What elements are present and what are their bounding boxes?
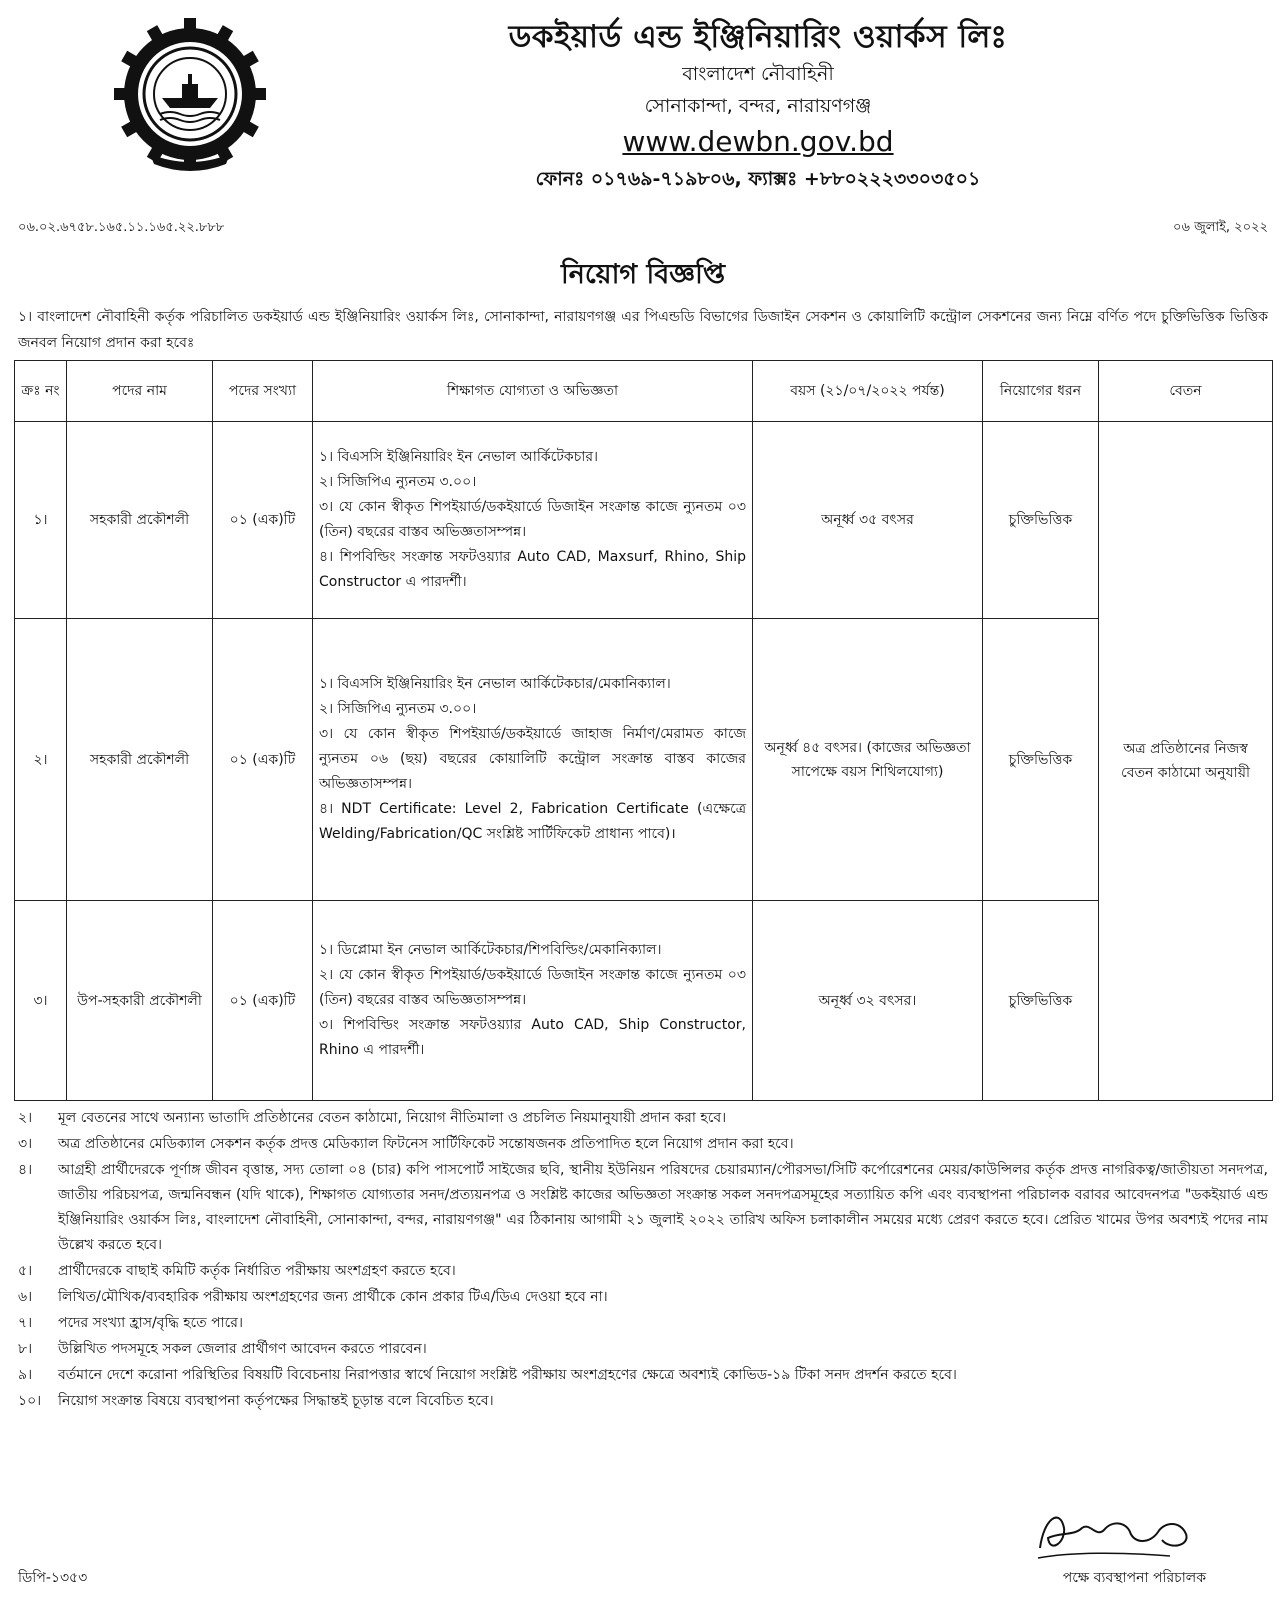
header-text — [248, 16, 1268, 196]
header-type: নিয়োগের ধরন — [983, 361, 1099, 422]
note-number: ৩। — [18, 1136, 33, 1152]
qualification-item: ২। সিজিপিএ ন্যুনতম ৩.০০। — [319, 474, 477, 490]
row-age: অনূর্ধ্ব ৩৫ বৎসর — [753, 422, 983, 619]
qualification-item: ৩। শিপবিল্ডিং সংক্রান্ত সফটওয়্যার Auto CAD, Ship Constructor, Rhino এ পারদর্শী। — [319, 1017, 746, 1058]
reference-row — [18, 218, 1268, 239]
note-number: ৬। — [18, 1289, 33, 1305]
table-header-row — [15, 361, 1273, 422]
note-number: ৪। — [18, 1162, 33, 1178]
note-number: ৭। — [18, 1315, 33, 1331]
row-qualification — [313, 619, 753, 901]
note-text: বর্তমানে দেশে করোনা পরিস্থিতির বিষয়টি বিবেচনায় নিরাপত্তার স্বার্থে নিয়োগ সংশ্লিষ্ট পরীক্ষায় অংশগ্রহণের ক্ষেত্রে অবশ্যই কোভিড-১৯ টিকা সনদ প্রদর্শন করতে হবে। — [58, 1367, 957, 1383]
row-post: সহকারী প্রকৌশলী — [67, 422, 213, 619]
note-text: লিখিত/মৌখিক/ব্যবহারিক পরীক্ষায় অংশগ্রহণের জন্য প্রার্থীকে কোন প্রকার টিএ/ডিএ দেওয়া হবে না। — [58, 1289, 608, 1305]
row-post: সহকারী প্রকৌশলী — [67, 619, 213, 901]
list-item — [18, 1389, 1268, 1414]
note-number: ১০। — [18, 1393, 42, 1409]
note-number: ২। — [18, 1110, 33, 1126]
salary-cell: অত্র প্রতিষ্ঠানের নিজস্ব বেতন কাঠামো অনুযায়ী — [1099, 422, 1273, 1101]
row-qualification — [313, 422, 753, 619]
memo-number: ০৬.০২.৬৭৫৮.১৬৫.১১.১৬৫.২২.৮৮৮ — [18, 220, 225, 235]
note-number: ৯। — [18, 1367, 33, 1383]
dockyard-logo-icon — [110, 14, 270, 174]
table-row — [15, 422, 1273, 619]
list-item — [18, 1311, 1268, 1336]
notes-list — [18, 1106, 1268, 1415]
note-text: উল্লিখিত পদসমূহে সকল জেলার প্রার্থীগণ আবেদন করতে পারবেন। — [58, 1341, 427, 1357]
note-number: ৫। — [18, 1263, 33, 1279]
row-sl: ১। — [15, 422, 67, 619]
note-text: মূল বেতনের সাথে অন্যান্য ভাতাদি প্রতিষ্ঠানের বেতন কাঠামো, নিয়োগ নীতিমালা ও প্রচলিত নিয়মানুযায়ী প্রদান করা হবে। — [58, 1110, 727, 1126]
footer-code: ডিপি-১৩৫৩ — [18, 1570, 88, 1586]
note-text: আগ্রহী প্রার্থীদেরকে পূর্ণাঙ্গ জীবন বৃত্তান্ত, সদ্য তোলা ০৪ (চার) কপি পাসপোর্ট সাইজের ছবি, স্থানীয় ইউনিয়ন পরিষদের চেয়ারম্যান/পৌরসভা/সিটি কর্পোরেশনের মেয়র/কাউন্সিলর কর্তৃক প্রদত্ত নাগরিকত্ব/জাতীয়তা সনদপত্র, জাতীয় পরিচয়পত্র, জন্মনিবন্ধন (যদি থাকে), শিক্ষাগত যোগ্যতার সনদ/প্রত্যয়নপত্র ও সংশ্লিষ্ট কাজের অভিজ্ঞতা সংক্রান্ত সকল সনদপত্রসমূহের সত্যায়িত কপি এবং ব্যবস্থাপনা পরিচালক বরাবর আবেদনপত্র "ডকইয়ার্ড এন্ড ইঞ্জিনিয়ারিং ওয়ার্কস লিঃ, বাংলাদেশ নৌবাহিনী, সোনাকান্দা, বন্দর, নারায়ণগঞ্জ" এর ঠিকানায় আগামী ২১ জুলাই ২০২২ তারিখ অফিস চলাকালীন সময়ের মধ্যে প্রেরণ করতে হবে। প্রেরিত খামের উপর অবশ্যই পদের নাম উল্লেখ করতে হবে। — [58, 1162, 1268, 1253]
list-item — [18, 1259, 1268, 1284]
row-qualification — [313, 901, 753, 1101]
note-text: পদের সংখ্যা হ্রাস/বৃদ্ধি হতে পারে। — [58, 1315, 244, 1331]
table-row — [15, 901, 1273, 1101]
list-item — [18, 1158, 1268, 1258]
list-item — [18, 1132, 1268, 1157]
note-text: নিয়োগ সংক্রান্ত বিষয়ে ব্যবস্থাপনা কর্তৃপক্ষের সিদ্ধান্তই চূড়ান্ত বলে বিবেচিত হবে। — [58, 1393, 494, 1409]
signature-icon — [1030, 1498, 1200, 1568]
list-item — [18, 1363, 1268, 1388]
qualification-item: ৩। যে কোন স্বীকৃত শিপইয়ার্ড/ডকইয়ার্ডে জাহাজ নির্মাণ/মেরামত কাজে ন্যুনতম ০৬ (ছয়) বছরের কোয়ালিটি কন্ট্রোল সংক্রান্ত বাস্তব কাজের অভিজ্ঞতাসম্পন্ন। — [319, 726, 746, 792]
row-type: চুক্তিভিত্তিক — [983, 422, 1099, 619]
note-number: ৮। — [18, 1341, 33, 1357]
row-count: ০১ (এক)টি — [213, 901, 313, 1101]
header-qualification: শিক্ষাগত যোগ্যতা ও অভিজ্ঞতা — [313, 361, 753, 422]
qualification-item: ২। যে কোন স্বীকৃত শিপইয়ার্ড/ডকইয়ার্ডে ডিজাইন সংক্রান্ত কাজে ন্যুনতম ০৩ (তিন) বছরের বাস্তব অভিজ্ঞতাসম্পন্ন। — [319, 967, 746, 1008]
qualification-item: ৩। যে কোন স্বীকৃত শিপইয়ার্ড/ডকইয়ার্ডে ডিজাইন সংক্রান্ত কাজে ন্যুনতম ০৩ (তিন) বছরের বাস্তব অভিজ্ঞতাসম্পন্ন। — [319, 499, 746, 540]
notice-date: ০৬ জুলাই, ২০২২ — [1173, 220, 1268, 235]
org-address: সোনাকান্দা, বন্দর, নারায়ণগঞ্জ — [644, 95, 872, 117]
list-item — [18, 1337, 1268, 1362]
qualification-item: ২। সিজিপিএ ন্যুনতম ৩.০০। — [319, 701, 477, 717]
qualification-item: ১। বিএসসি ইঞ্জিনিয়ারিং ইন নেভাল আর্কিটেকচার। — [319, 449, 599, 465]
row-type: চুক্তিভিত্তিক — [983, 901, 1099, 1101]
org-phone-fax: ফোনঃ ০১৭৬৯-৭১৯৮০৬, ফ্যাক্সঃ +৮৮০২২২৩৩০৩৫০১ — [535, 168, 981, 190]
row-sl: ২। — [15, 619, 67, 901]
row-post: উপ-সহকারী প্রকৌশলী — [67, 901, 213, 1101]
note-text: অত্র প্রতিষ্ঠানের মেডিক্যাল সেকশন কর্তৃক প্রদত্ত মেডিক্যাল ফিটনেস সার্টিফিকেট সন্তোষজনক প্রতিপাদিত হলে নিয়োগ প্রদান করা হবে। — [58, 1136, 794, 1152]
header-salary: বেতন — [1099, 361, 1273, 422]
org-navy: বাংলাদেশ নৌবাহিনী — [682, 63, 834, 85]
row-age: অনূর্ধ্ব ৪৫ বৎসর। (কাজের অভিজ্ঞতা সাপেক্ষে বয়স শিথিলযোগ্য) — [753, 619, 983, 901]
org-website-link[interactable]: www.dewbn.gov.bd — [622, 125, 894, 158]
org-name: ডকইয়ার্ড এন্ড ইঞ্জিনিয়ারিং ওয়ার্কস লিঃ — [508, 19, 1008, 55]
qualification-item: ৪। NDT Certificate: Level 2, Fabrication Certificate (এক্ষেত্রে Welding/Fabrication/QC সংশ্লিষ্ট সার্টিফিকেট প্রাধান্য পাবে)। — [319, 801, 746, 842]
list-item — [18, 1285, 1268, 1310]
header-post: পদের নাম — [67, 361, 213, 422]
qualification-item: ৪। শিপবিল্ডিং সংক্রান্ত সফটওয়্যার Auto CAD, Maxsurf, Rhino, Ship Constructor এ পারদর্শী। — [319, 549, 746, 590]
posts-table — [14, 360, 1273, 1101]
header-count: পদের সংখ্যা — [213, 361, 313, 422]
footer-signatory: পক্ষে ব্যবস্থাপনা পরিচালক — [1062, 1570, 1206, 1586]
header — [18, 8, 1268, 220]
intro-paragraph: ১। বাংলাদেশ নৌবাহিনী কর্তৃক পরিচালিত ডকইয়ার্ড এন্ড ইঞ্জিনিয়ারিং ওয়ার্কস লিঃ, সোনাকান্দা, নারায়ণগঞ্জ এর পিএন্ডডি বিভাগের ডিজাইন সেকশন ও কোয়ালিটি কন্ট্রোল সেকশনের জন্য নিম্নে বর্ণিত পদে চুক্তিভিত্তিক ভিত্তিক জনবল নিয়োগ প্রদান করা হবেঃ — [18, 309, 1268, 351]
list-item — [18, 1106, 1268, 1131]
row-type: চুক্তিভিত্তিক — [983, 619, 1099, 901]
row-sl: ৩। — [15, 901, 67, 1101]
table-row — [15, 619, 1273, 901]
row-age: অনূর্ধ্ব ৩২ বৎসর। — [753, 901, 983, 1101]
row-count: ০১ (এক)টি — [213, 619, 313, 901]
row-count: ০১ (এক)টি — [213, 422, 313, 619]
qualification-item: ১। ডিপ্লোমা ইন নেভাল আর্কিটেকচার/শিপবিল্ডিং/মেকানিক্যাল। — [319, 942, 662, 958]
qualification-item: ১। বিএসসি ইঞ্জিনিয়ারিং ইন নেভাল আর্কিটেকচার/মেকানিক্যাল। — [319, 676, 671, 692]
header-age: বয়স (২১/০৭/২০২২ পর্যন্ত) — [753, 361, 983, 422]
header-sl: ক্রঃ নং — [15, 361, 67, 422]
note-text: প্রার্থীদেরকে বাছাই কমিটি কর্তৃক নির্ধারিত পরীক্ষায় অংশগ্রহণ করতে হবে। — [58, 1263, 456, 1279]
notice-title: নিয়োগ বিজ্ঞপ্তি — [560, 259, 726, 290]
